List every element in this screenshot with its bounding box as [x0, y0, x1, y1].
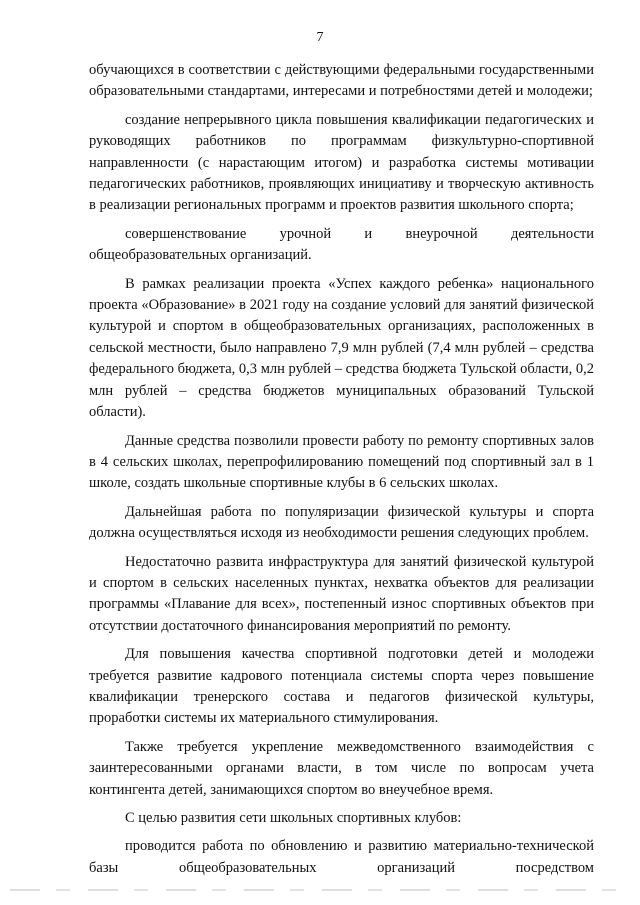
paragraph-activity-improvement: совершенствование урочной и внеурочной деятельности общеобразовательных организаций.: [89, 225, 594, 264]
paragraph-training-system: создание непрерывного цикла повышения квалификации педагогических и руководящих работников по программам физкультурно-спортивной направленности (с нарастающим итогом) и разработка системы мотивации педагогических работников, проявляющих инициативу и творческую активность в реализации региональных программ и проектов развития школьного спорта;: [89, 111, 594, 214]
paragraph-material-base: проводится работа по обновлению и развитию материально-технической базы общеобразовательных организаций посредством: [89, 838, 594, 876]
body-text: [89, 60, 594, 879]
paragraph-funds-usage: Данные средства позволили провести работу по ремонту спортивных залов в 4 сельских школах, перепрофилированию помещений под спортивный зал в 1 школе, создать школьные спортивные клубы в 6 сельских школах.: [89, 432, 594, 492]
paragraph-interagency: Также требуется укрепление межведомственного взаимодействия с заинтересованными органами власти, в том числе по вопросам учета контингента детей, занимающихся спортом во внеучебное время.: [89, 738, 594, 798]
paragraph-project-funding: В рамках реализации проекта «Успех каждого ребенка» национального проекта «Образование» в 2021 году на создание условий для занятий физической культурой и спортом в общеобразовательных организациях, расположенных в сельской местности, было направлено 7,9 млн рублей (7,4 млн рублей – средства федерального бюджета, 0,3 млн рублей – средства бюджета Тульской области, 0,2 млн рублей – средства бюджетов муниципальных образований Тульской области).: [89, 275, 594, 421]
page-number: 7: [316, 30, 324, 45]
paragraph-further-work: Дальнейшая работа по популяризации физической культуры и спорта должна осуществляться исходя из необходимости решения следующих проблем.: [89, 503, 594, 542]
paragraph-staff-potential: Для повышения качества спортивной подготовки детей и молодежи требуется развитие кадрового потенциала системы спорта через повышение квалификации тренерского состава и педагогов физической культуры, проработки системы их материального стимулирования.: [89, 646, 594, 727]
paragraph-clubs-intro: С целью развития сети школьных спортивных клубов:: [125, 810, 462, 826]
paragraph-infrastructure: Недостаточно развита инфраструктура для занятий физической культурой и спортом в сельских населенных пунктах, нехватка объектов для реализации программы «Плавание для всех», постепенный износ спортивных объектов при отсутствии достаточного финансирования мероприятий по ремонту.: [89, 553, 594, 634]
scan-edge-artifact: [10, 889, 630, 891]
paragraph-continuation: обучающихся в соответствии с действующими федеральными государственными образовательными стандартами, интересами и потребностями детей и молодежи;: [89, 62, 594, 100]
